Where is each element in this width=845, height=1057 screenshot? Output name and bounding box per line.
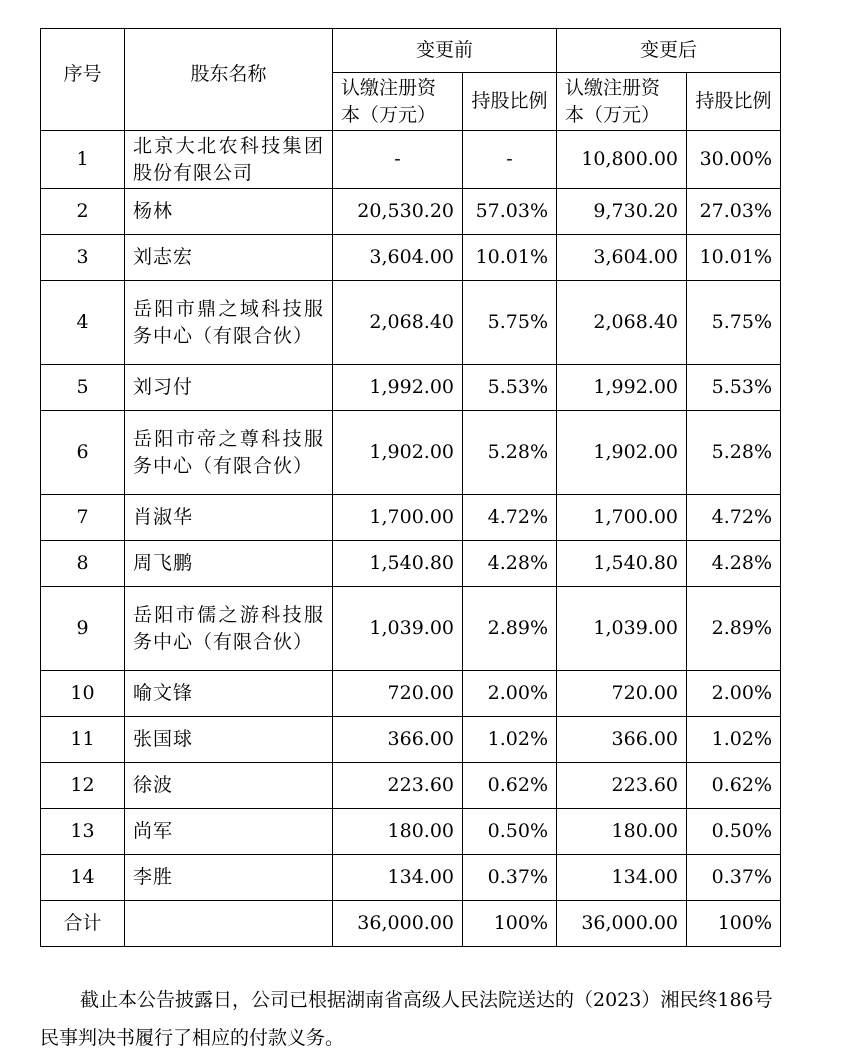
cell-index: 2 (41, 189, 125, 235)
cell-before-ratio: 2.89% (463, 587, 557, 671)
cell-before-ratio: 0.37% (463, 855, 557, 901)
table-row (41, 365, 781, 411)
table-row (41, 671, 781, 717)
note-paragraph: 截止本公告披露日，公司已根据湖南省高级人民法院送达的（2023）湘民终186号民事判决书履行了相应的付款义务。 (40, 989, 773, 1049)
cell-after-ratio: 1.02% (687, 717, 781, 763)
cell-index: 8 (41, 541, 125, 587)
cell-after-capital: 720.00 (557, 671, 687, 717)
cell-before-ratio: 2.00% (463, 671, 557, 717)
cell-before-capital: 180.00 (333, 809, 463, 855)
cell-name: 李胜 (133, 866, 174, 888)
cell-after-ratio: 5.53% (687, 365, 781, 411)
cell-after-ratio: 5.28% (687, 411, 781, 495)
cell-after-capital: 3,604.00 (557, 235, 687, 281)
cell-before-ratio: 10.01% (463, 235, 557, 281)
cell-before-ratio: 5.75% (463, 281, 557, 365)
total-name (125, 901, 333, 947)
table-row (41, 717, 781, 763)
cell-before-ratio: 5.28% (463, 411, 557, 495)
cell-after-ratio: 4.28% (687, 541, 781, 587)
cell-after-capital: 134.00 (557, 855, 687, 901)
table-row (41, 131, 781, 189)
cell-name: 喻文锋 (133, 682, 194, 704)
cell-after-ratio: 30.00% (687, 131, 781, 189)
cell-after-ratio: 0.62% (687, 763, 781, 809)
header-index: 序号 (41, 29, 125, 131)
header-name: 股东名称 (125, 29, 333, 131)
cell-name: 刘习付 (133, 376, 194, 398)
table-total-row (41, 901, 781, 947)
cell-before-ratio: 0.50% (463, 809, 557, 855)
total-before-ratio: 100% (463, 901, 557, 947)
cell-after-ratio: 2.00% (687, 671, 781, 717)
header-after-capital: 认缴注册资本（万元） (557, 73, 687, 131)
cell-after-capital: 1,902.00 (557, 411, 687, 495)
header-before-ratio: 持股比例 (463, 73, 557, 131)
cell-after-capital: 10,800.00 (557, 131, 687, 189)
cell-index: 5 (41, 365, 125, 411)
cell-before-ratio: 5.53% (463, 365, 557, 411)
cell-name: 周飞鹏 (133, 552, 194, 574)
header-after: 变更后 (557, 29, 781, 73)
cell-name: 刘志宏 (133, 246, 194, 268)
cell-before-ratio: 57.03% (463, 189, 557, 235)
cell-before-capital: 1,902.00 (333, 411, 463, 495)
cell-before-capital: 2,068.40 (333, 281, 463, 365)
cell-before-ratio: 0.62% (463, 763, 557, 809)
cell-before-capital: 20,530.20 (333, 189, 463, 235)
cell-before-capital: 1,992.00 (333, 365, 463, 411)
table-row (41, 281, 781, 365)
cell-after-capital: 366.00 (557, 717, 687, 763)
cell-index: 14 (41, 855, 125, 901)
table-row (41, 189, 781, 235)
cell-index: 10 (41, 671, 125, 717)
cell-index: 4 (41, 281, 125, 365)
table-body (41, 131, 781, 947)
cell-index: 13 (41, 809, 125, 855)
table-row (41, 587, 781, 671)
total-label: 合计 (41, 901, 125, 947)
cell-name: 尚军 (133, 820, 174, 842)
cell-before-capital: 134.00 (333, 855, 463, 901)
cell-after-capital: 1,700.00 (557, 495, 687, 541)
cell-after-ratio: 2.89% (687, 587, 781, 671)
cell-after-capital: 1,540.80 (557, 541, 687, 587)
table-row (41, 411, 781, 495)
cell-index: 12 (41, 763, 125, 809)
table-row (41, 235, 781, 281)
cell-after-ratio: 0.50% (687, 809, 781, 855)
cell-index: 7 (41, 495, 125, 541)
cell-after-capital: 180.00 (557, 809, 687, 855)
cell-before-capital: 1,039.00 (333, 587, 463, 671)
cell-name: 张国球 (133, 728, 194, 750)
cell-before-capital: 1,700.00 (333, 495, 463, 541)
cell-name: 肖淑华 (133, 506, 194, 528)
cell-before-capital: 3,604.00 (333, 235, 463, 281)
cell-before-capital: 1,540.80 (333, 541, 463, 587)
header-before: 变更前 (333, 29, 557, 73)
cell-after-capital: 1,039.00 (557, 587, 687, 671)
cell-index: 6 (41, 411, 125, 495)
table-row (41, 809, 781, 855)
shareholder-table (40, 28, 781, 947)
cell-before-ratio: 4.72% (463, 495, 557, 541)
cell-after-ratio: 0.37% (687, 855, 781, 901)
cell-after-capital: 2,068.40 (557, 281, 687, 365)
cell-after-ratio: 27.03% (687, 189, 781, 235)
cell-index: 1 (41, 131, 125, 189)
cell-after-capital: 1,992.00 (557, 365, 687, 411)
table-row (41, 541, 781, 587)
cell-before-ratio: 4.28% (463, 541, 557, 587)
total-after-ratio: 100% (687, 901, 781, 947)
cell-name: 北京大北农科技集团股份有限公司 (133, 134, 324, 184)
cell-after-ratio: 5.75% (687, 281, 781, 365)
total-after-capital: 36,000.00 (557, 901, 687, 947)
table-row (41, 495, 781, 541)
cell-index: 9 (41, 587, 125, 671)
cell-after-ratio: 10.01% (687, 235, 781, 281)
cell-before-capital: - (333, 131, 463, 189)
cell-name: 岳阳市鼎之域科技服务中心（有限合伙） (133, 297, 324, 347)
cell-before-capital: 223.60 (333, 763, 463, 809)
cell-name: 岳阳市帝之尊科技服务中心（有限合伙） (133, 427, 324, 477)
table-row (41, 855, 781, 901)
cell-name: 岳阳市儒之游科技服务中心（有限合伙） (133, 603, 324, 653)
cell-after-capital: 223.60 (557, 763, 687, 809)
header-after-ratio: 持股比例 (687, 73, 781, 131)
cell-before-ratio: - (463, 131, 557, 189)
cell-after-ratio: 4.72% (687, 495, 781, 541)
total-before-capital: 36,000.00 (333, 901, 463, 947)
cell-index: 11 (41, 717, 125, 763)
cell-index: 3 (41, 235, 125, 281)
cell-before-capital: 366.00 (333, 717, 463, 763)
header-before-capital: 认缴注册资本（万元） (333, 73, 463, 131)
cell-name: 杨林 (133, 200, 174, 222)
table-row (41, 763, 781, 809)
cell-before-ratio: 1.02% (463, 717, 557, 763)
cell-before-capital: 720.00 (333, 671, 463, 717)
cell-after-capital: 9,730.20 (557, 189, 687, 235)
cell-name: 徐波 (133, 774, 174, 796)
